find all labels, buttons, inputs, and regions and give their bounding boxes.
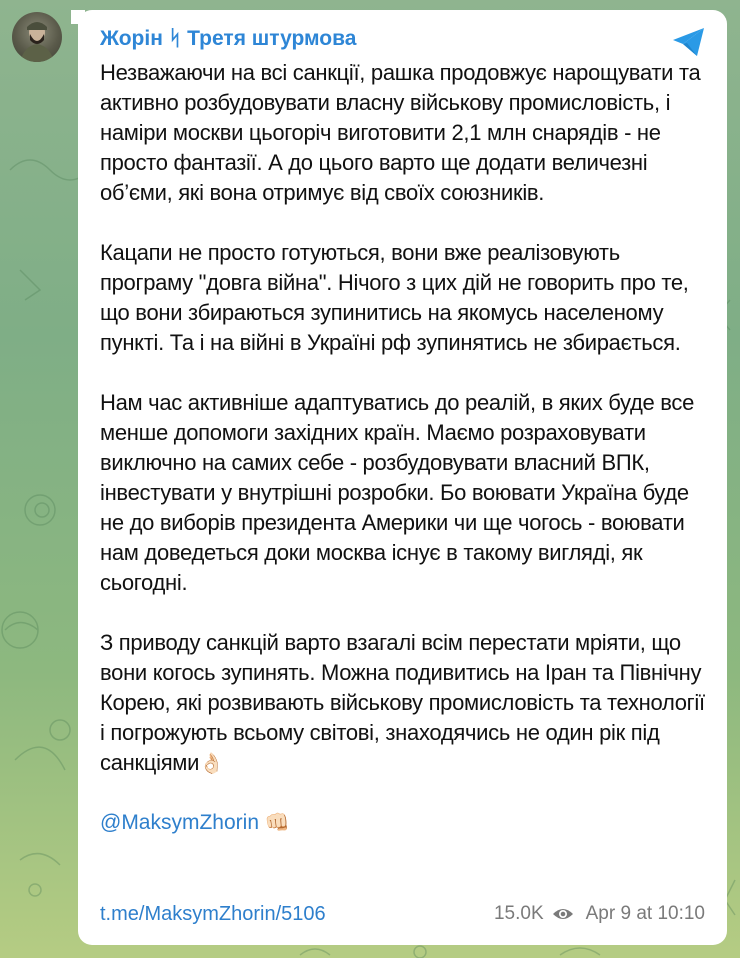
post-paragraph: Нам час активніше адаптуватись до реалій, в яких буде все менше допомоги західних країн. Маємо розраховувати виключно на самих себе - розбудовувати власний ВПК, інвестувати у внутрішні розробки. Бо воювати Україна буде не до виборів президента Америки чи ще чогось - воювати нам доведеться доки москва існує в такому вигляді, як сьогодні.: [100, 390, 695, 595]
ok-hand-emoji-icon: 👌🏻: [199, 753, 224, 775]
post-card: [78, 10, 727, 945]
post-body: [100, 58, 705, 778]
eye-icon: [552, 907, 574, 921]
post-meta: [494, 901, 705, 927]
channel-name[interactable]: Жорін ᛋ Третя штурмова: [100, 27, 357, 50]
signature-mention-link[interactable]: @MaksymZhorin: [100, 811, 260, 834]
channel-avatar[interactable]: [12, 12, 62, 62]
post-paragraph: Кацапи не просто готуються, вони вже реалізовують програму "довга війна". Нічого з цих дій не говорить про те, що вони збираються зупинитись на якомусь населеному пункті. Та і на війні в Україні рф зупинятись не збирається.: [100, 240, 689, 355]
post-paragraph: Незважаючи на всі санкції, рашка продовжує нарощувати та активно розбудовувати власну військову промисловість, і наміри москви цьогоріч виготовити 2,1 млн снарядів - не просто фантазії. А до цього варто ще додати величезні об’єми, які вона отримує від своїх союзників.: [100, 60, 701, 205]
post-date: Apr 9 at 10:10: [585, 903, 705, 924]
post-paragraph-text: З приводу санкцій варто взагалі всім перестати мріяти, що вони когось зупинять. Можна подивитись на Іран та Північну Корею, які розвивають військову промисловість та технології і погрожують всьому світові, знаходячись не один рік під санкціями: [100, 630, 705, 775]
fist-emoji-icon: 👊🏻: [264, 812, 290, 834]
post-permalink[interactable]: t.me/MaksymZhorin/5106: [100, 903, 326, 925]
view-count: 15.0K: [493, 903, 544, 924]
avatar-image-icon: [12, 12, 62, 62]
post-paragraph-last: [100, 628, 705, 778]
post-footer: [100, 901, 705, 927]
telegram-share-icon[interactable]: [671, 26, 707, 58]
signature: [100, 808, 705, 838]
